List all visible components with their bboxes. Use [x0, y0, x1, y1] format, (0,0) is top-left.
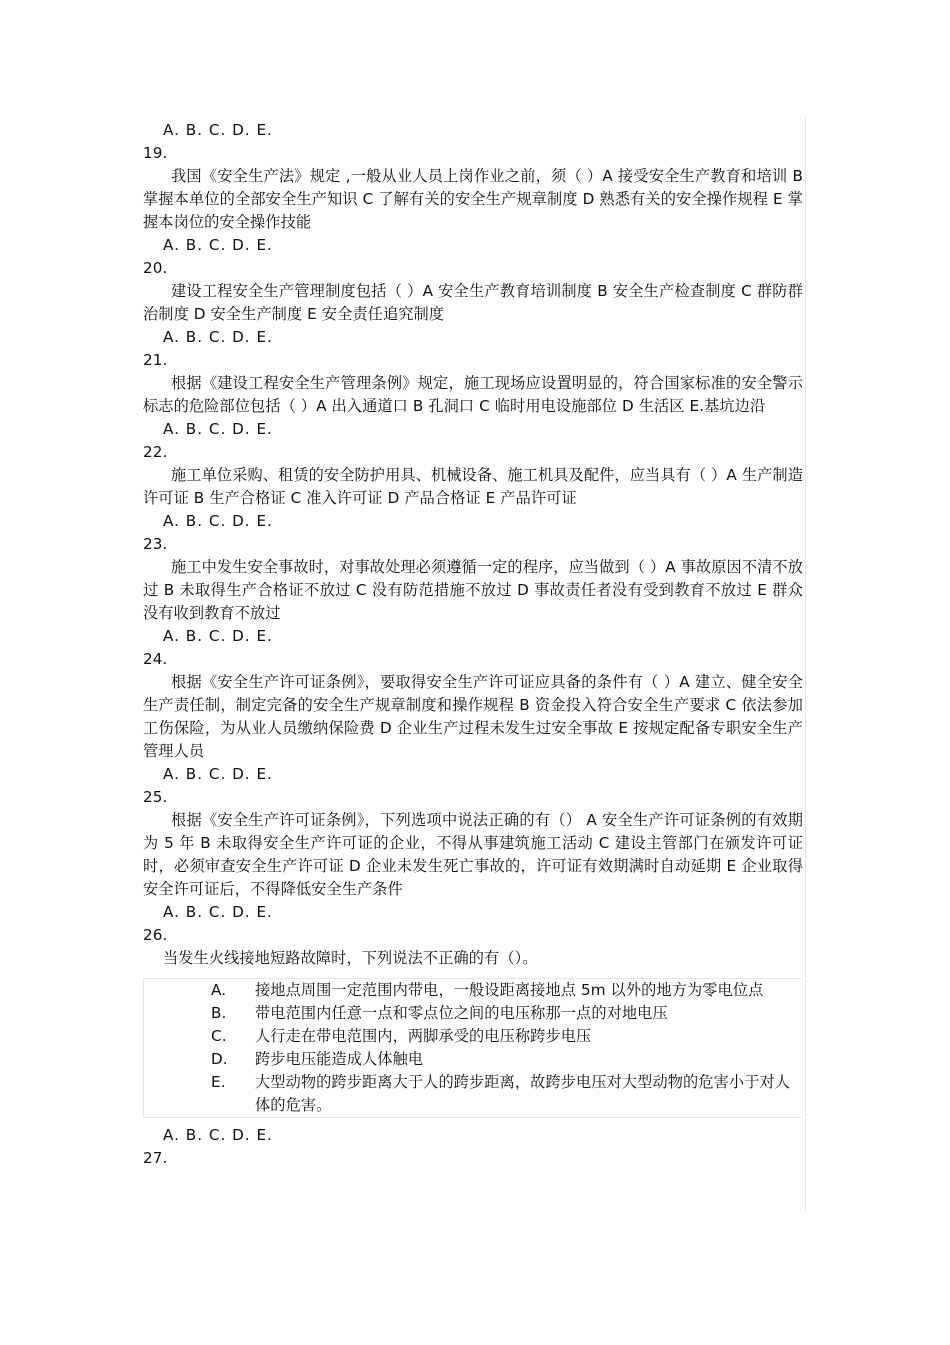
- answer-options: A. B. C. D. E.: [163, 236, 273, 254]
- answer-options: A. B. C. D. E.: [163, 121, 273, 139]
- question-number: 25.: [143, 788, 168, 806]
- question-text: 建设工程安全生产管理制度包括（ ）A 安全生产教育培训制度 B 安全生产检查制度 C 群防群治制度 D 安全生产制度 E 安全责任追究制度: [143, 282, 803, 323]
- question-19: [143, 142, 803, 257]
- choice-text: 跨步电压能造成人体触电: [255, 1050, 424, 1068]
- question-22: [143, 441, 803, 533]
- choice-text: 人行走在带电范围内，两脚承受的电压称跨步电压: [255, 1027, 592, 1045]
- answer-options: A. B. C. D. E.: [163, 420, 273, 438]
- question-23: [143, 533, 803, 648]
- question-25: [143, 786, 803, 924]
- choice-list: [143, 978, 803, 1118]
- choice-letter: C.: [211, 1027, 227, 1045]
- answer-options: A. B. C. D. E.: [163, 627, 273, 645]
- question-26: [143, 924, 803, 1147]
- choice-text: 接地点周围一定范围内带电，一般设距离接地点 5m 以外的地方为零电位点: [255, 981, 764, 999]
- choice-item: [211, 1002, 803, 1025]
- question-text: 当发生火线接地短路故障时，下列说法不正确的有（）。: [163, 949, 538, 967]
- answer-options: A. B. C. D. E.: [163, 765, 273, 783]
- choice-letter: A.: [211, 981, 227, 999]
- choice-item: [211, 979, 803, 1002]
- question-number: 21.: [143, 351, 168, 369]
- choice-letter: D.: [211, 1050, 228, 1068]
- question-number: 24.: [143, 650, 168, 668]
- question-text: 根据《安全生产许可证条例》，下列选项中说法正确的有（） A 安全生产许可证条例的有效期为 5 年 B 未取得安全生产许可证的企业，不得从事建筑施工活动 C 建设主管部门在颁发许可证时，必须审查安全生产许可证 D 企业未发生死亡事故的，许可证有效期满时自动延期 E 企业取得安全许可证后，不得降低安全生产条件: [143, 811, 803, 898]
- choice-text: 带电范围内任意一点和零点位之间的电压称那一点的对地电压: [255, 1004, 668, 1022]
- answer-options: A. B. C. D. E.: [163, 512, 273, 530]
- question-text: 根据《建设工程安全生产管理条例》规定，施工现场应设置明显的，符合国家标准的安全警示标志的危险部位包括（ ）A 出入通道口 B 孔洞口 C 临时用电设施部位 D 生活区 E.基坑边沿: [143, 374, 803, 415]
- document-body: [143, 119, 803, 1170]
- question-number: 27.: [143, 1149, 168, 1167]
- choice-item: [211, 1048, 803, 1071]
- answer-options: A. B. C. D. E.: [163, 328, 273, 346]
- question-text: 施工单位采购、租赁的安全防护用具、机械设备、施工机具及配件，应当具有（ ）A 生产制造许可证 B 生产合格证 C 准入许可证 D 产品合格证 E 产品许可证: [143, 466, 803, 507]
- question-number: 20.: [143, 259, 168, 277]
- choice-letter: E.: [211, 1073, 226, 1091]
- question-number: 22.: [143, 443, 168, 461]
- answer-options: A. B. C. D. E.: [163, 1126, 273, 1144]
- choice-item: [211, 1025, 803, 1048]
- choice-text: 大型动物的跨步距离大于人的跨步距离，故跨步电压对大型动物的危害小于对人体的危害。: [255, 1073, 791, 1114]
- question-number: 19.: [143, 144, 168, 162]
- choice-item: [211, 1071, 803, 1117]
- question-number: 23.: [143, 535, 168, 553]
- question-text: 我国《安全生产法》规定 ,一般从业人员上岗作业之前，须（ ）A 接受安全生产教育和培训 B 掌握本单位的全部安全生产知识 C 了解有关的安全生产规章制度 D 熟悉有关的安全操作规程 E 掌握本岗位的安全操作技能: [143, 167, 803, 231]
- page-margin-rule: [805, 118, 806, 1210]
- question-text: 根据《安全生产许可证条例》，要取得安全生产许可证应具备的条件有（ ）A 建立、健全安全生产责任制，制定完备的安全生产规章制度和操作规程 B 资金投入符合安全生产要求 C 依法参加工伤保险，为从业人员缴纳保险费 D 企业生产过程未发生过安全事故 E 按规定配备专职安全生产管理人员: [143, 673, 803, 760]
- question-number: 26.: [143, 926, 168, 944]
- choice-letter: B.: [211, 1004, 227, 1022]
- question-24: [143, 648, 803, 786]
- question-text: 施工中发生安全事故时，对事故处理必须遵循一定的程序，应当做到（ ）A 事故原因不清不放过 B 未取得生产合格证不放过 C 没有防范措施不放过 D 事故责任者没有受到教育不放过 E 群众没有收到教育不放过: [143, 558, 803, 622]
- answer-options: A. B. C. D. E.: [163, 903, 273, 921]
- question-20: [143, 257, 803, 349]
- question-21: [143, 349, 803, 441]
